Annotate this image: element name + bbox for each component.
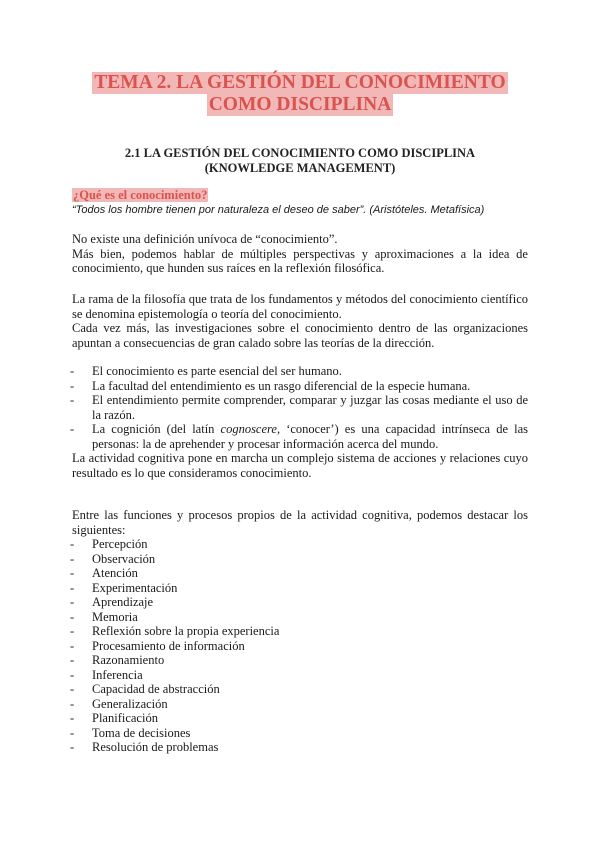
list-item: - Memoria xyxy=(72,610,528,625)
list-item: - Razonamiento xyxy=(72,653,528,668)
paragraph-6: Entre las funciones y procesos propios de la actividad cognitiva, podemos destacar los siguientes: xyxy=(72,508,528,537)
functions-block xyxy=(72,508,528,755)
section-subtitle xyxy=(0,146,600,176)
list-item: - La cognición (del latín cognoscere, ‘conocer’) es una capacidad intrínseca de las personas: la de aprehender y procesar información acerca del mundo. xyxy=(72,422,528,451)
intro-block xyxy=(72,188,528,217)
list-item: - El conocimiento es parte esencial del ser humano. xyxy=(72,364,528,379)
list-item: - Observación xyxy=(72,552,528,567)
list-item: - Atención xyxy=(72,566,528,581)
list-item: - Aprendizaje xyxy=(72,595,528,610)
subtitle-line-1: 2.1 LA GESTIÓN DEL CONOCIMIENTO COMO DISCIPLINA xyxy=(124,146,476,160)
list-item: - Toma de decisiones xyxy=(72,726,528,741)
list-item: - Experimentación xyxy=(72,581,528,596)
epistemology-block xyxy=(72,292,528,350)
knowledge-list xyxy=(72,364,528,451)
paragraph-1: No existe una definición unívoca de “conocimiento”. xyxy=(72,232,338,246)
list-item: - Capacidad de abstracción xyxy=(72,682,528,697)
list-item: - Inferencia xyxy=(72,668,528,683)
paragraph-2: Más bien, podemos hablar de múltiples perspectivas y aproximaciones a la idea de conocimiento, que hunden sus raíces en la reflexión filosófica. xyxy=(72,246,528,275)
page-title xyxy=(0,72,600,116)
title-line-2: COMO DISCIPLINA xyxy=(208,94,392,115)
list-item: - Planificación xyxy=(72,711,528,726)
paragraph-4: Cada vez más, las investigaciones sobre el conocimiento dentro de las organizaciones apuntan a consecuencias de gran calado sobre las teorías de la dirección. xyxy=(72,321,528,350)
paragraph-5: La actividad cognitiva pone en marcha un complejo sistema de acciones y relaciones cuyo resultado es lo que consideramos conocimiento. xyxy=(72,451,528,480)
quote: “Todos los hombre tienen por naturaleza el deseo de saber”. (Aristóteles. Metafísica) xyxy=(72,203,485,216)
paragraph-3: La rama de la filosofía que trata de los fundamentos y métodos del conocimiento científico se denomina epistemología o teoría del conocimiento. xyxy=(72,292,528,321)
knowledge-list-block xyxy=(72,364,528,480)
functions-list xyxy=(72,537,528,755)
list-item: - El entendimiento permite comprender, comparar y juzgar las cosas mediante el uso de la razón. xyxy=(72,393,528,422)
list-item: - Reflexión sobre la propia experiencia xyxy=(72,624,528,639)
section-heading: ¿Qué es el conocimiento? xyxy=(73,188,208,202)
list-item: - Generalización xyxy=(72,697,528,712)
definition-block xyxy=(72,232,528,276)
list-item: - Procesamiento de información xyxy=(72,639,528,654)
list-item: - Resolución de problemas xyxy=(72,740,528,755)
list-item: - La facultad del entendimiento es un rasgo diferencial de la especie humana. xyxy=(72,379,528,394)
subtitle-line-2: (KNOWLEDGE MANAGEMENT) xyxy=(204,161,396,175)
list-item: - Percepción xyxy=(72,537,528,552)
title-line-1: TEMA 2. LA GESTIÓN DEL CONOCIMIENTO xyxy=(94,72,506,93)
